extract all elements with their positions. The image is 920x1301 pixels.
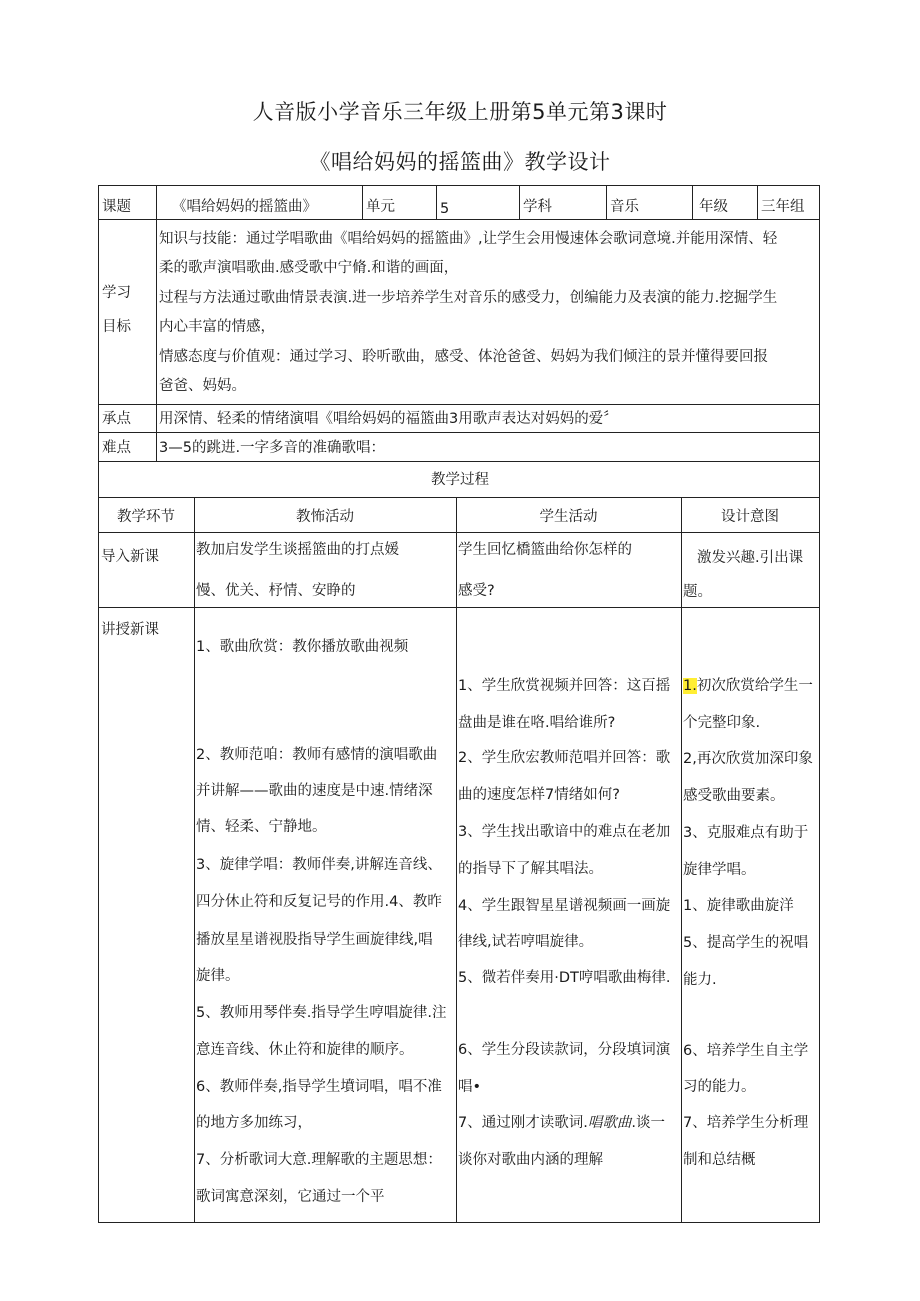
process-title: 教学过程 — [431, 472, 489, 488]
intro-student-line: 感受? — [458, 583, 495, 599]
header-teacher: 教怖活动 — [296, 509, 354, 525]
teacher-activity-line: 并讲解——歌曲的速度是中速.情绪深 — [196, 783, 433, 799]
table-rule — [436, 185, 437, 219]
student-activity-line: 的指导下了解其唱法。 — [458, 861, 603, 877]
student-activity-italic: 唱歌曲 — [587, 1115, 632, 1131]
table-rule — [98, 219, 820, 220]
stage-intro: 导入新课 — [101, 549, 159, 565]
student-activity-segment: 7、通过刚才读歌词. — [458, 1115, 588, 1131]
intro-intent-line: 题。 — [683, 584, 712, 600]
intent-line: 1、旋律歌曲旋洋 — [683, 898, 794, 914]
intent-line: 能力. — [683, 972, 717, 988]
key-point-label: 承点 — [102, 411, 131, 427]
grade-label: 年级 — [699, 199, 728, 215]
intent-line: 旋律学唱。 — [683, 862, 756, 878]
table-rule — [692, 185, 693, 219]
goals-line: 内心丰富的情感， — [159, 319, 275, 335]
document-subtitle: 《唱给妈妈的摇篮曲》教学设计 — [309, 150, 611, 174]
header-intent: 设计意图 — [721, 509, 779, 525]
grade-value: 三年组 — [761, 199, 805, 215]
intent-line — [683, 676, 813, 696]
goals-line: 过程与方法通过歌曲情景表演.进一步培养学生对音乐的感受力，创编能力及表演的能力.挖掘学生 — [159, 290, 778, 306]
table-rule — [98, 404, 820, 405]
student-activity-line: 律线,试若哼唱旋律。 — [458, 934, 594, 950]
table-rule — [519, 185, 520, 219]
subject-label: 学科 — [523, 199, 552, 215]
teacher-activity-line: 5、教师用琴伴奏.指导学生哼唱旋律.注 — [196, 1005, 447, 1021]
intent-line: 习的能力。 — [683, 1079, 756, 1095]
table-rule — [681, 497, 682, 1223]
teacher-activity-line: 意连音线、休止符和旋律的顺序。 — [196, 1042, 414, 1058]
goals-label: 学习 — [102, 285, 131, 301]
table-border-right — [819, 185, 820, 1223]
intent-line: 3、克服难点有助于 — [683, 825, 809, 841]
student-activity-line — [458, 1113, 665, 1133]
teacher-activity-line: 的地方多加练习， — [196, 1115, 312, 1131]
subject-value: 音乐 — [610, 199, 639, 215]
key-point-text: 用深情、轻柔的情绪演唱《唱给妈妈的福篮曲3用歌声表达对妈妈的爱〞 — [159, 411, 618, 427]
teacher-activity-line: 四分休止符和反复记号的作用.4、教昨 — [196, 894, 442, 910]
intro-teacher-line: 教加启发学生谈摇篮曲的打点媛 — [196, 542, 399, 558]
header-stage: 教学环节 — [117, 509, 175, 525]
student-activity-line: 唱• — [458, 1079, 482, 1095]
table-rule — [98, 461, 820, 462]
intro-student-line: 学生回忆橋篮曲给你怎样的 — [458, 542, 632, 558]
intent-line: 感受歌曲要素。 — [683, 788, 785, 804]
intent-line: 制和总结概 — [683, 1152, 756, 1168]
table-rule — [98, 607, 820, 608]
intro-intent-line: 激发兴趣.引出课 — [697, 550, 804, 566]
difficulty-text: 3—5的跳进.一字多音的准确歌唱： — [159, 440, 386, 456]
table-rule — [606, 185, 607, 219]
highlighted-number: 1. — [683, 678, 697, 694]
teacher-activity-line: 歌词寓意深刻，它通过一个平 — [196, 1189, 385, 1205]
teacher-activity-line: 2、教师范咱：教师有感情的演唱歌曲 — [196, 747, 438, 763]
table-rule — [194, 497, 195, 1223]
unit-value: 5 — [440, 201, 450, 217]
goals-line: 柔的歌声演唱歌曲.感受歌中宁脩.和谐的画面， — [159, 260, 459, 276]
goals-line: 知识与技能：通过学唱歌曲《唱给妈妈的摇篮曲》,让学生会用慢速体会歌词意境.并能用深情、轻 — [159, 231, 778, 247]
intent-line: 5、提高学生的祝唱 — [683, 935, 809, 951]
table-rule — [98, 497, 820, 498]
teacher-activity-line: 6、教师伴奏,指导学生墳词唱，唱不准 — [196, 1079, 442, 1095]
intent-line: 6、培养学生自主学 — [683, 1043, 809, 1059]
stage-lesson: 讲授新课 — [101, 622, 159, 638]
course-label: 课题 — [102, 199, 131, 215]
table-rule — [156, 185, 157, 462]
header-student: 学生活动 — [539, 509, 598, 525]
table-border-top — [98, 185, 820, 186]
table-border-left — [98, 185, 99, 1223]
difficulty-label: 难点 — [102, 440, 131, 456]
goals-line: 情感态度与价值观：通过学习、聆听歌曲，感受、体沧爸爸、妈妈为我们倾注的景并懂得要回报 — [159, 349, 768, 365]
student-activity-line: 1、学生欣赏视频并回答：这百摇 — [458, 678, 671, 694]
student-activity-line: 5、微若伴奏用·DT哼唱歌曲梅律. — [458, 970, 671, 986]
course-value: 《唱给妈妈的摇篮曲》 — [172, 199, 317, 215]
teacher-activity-line: 1、歌曲欣赏：教你播放歌曲视频 — [196, 639, 409, 655]
student-activity-line: 3、学生找出歌谙中的难点在老加 — [458, 824, 671, 840]
student-activity-line: 曲的速度怎样7情绪如何? — [458, 787, 620, 803]
table-border-bottom — [98, 1222, 820, 1223]
teacher-activity-line: 播放星星谱视股指导学生画旋律线,唱 — [196, 932, 433, 948]
intent-segment: 初次欣赏给学生一 — [696, 678, 813, 694]
document-title: 人音版小学音乐三年级上册第5单元第3课时 — [252, 100, 668, 124]
unit-label: 单元 — [366, 199, 395, 215]
intent-line: 7、培养学生分析理 — [683, 1115, 809, 1131]
table-rule — [456, 497, 457, 1223]
student-activity-line: 4、学生跟智星星谱视频画一画旋 — [458, 898, 671, 914]
table-rule — [757, 185, 758, 219]
intent-line: 个完整印象. — [683, 715, 761, 731]
goals-line: 爸爸、妈妈。 — [159, 378, 246, 394]
teacher-activity-line: 情、轻柔、宁静地。 — [196, 819, 327, 835]
table-rule — [98, 432, 820, 433]
teacher-activity-line: 3、旋律学唱：教师伴奏,讲解连音线、 — [196, 857, 442, 873]
student-activity-segment: .谈一 — [631, 1115, 665, 1131]
student-activity-line: 6、学生分段读款词，分段填词演 — [458, 1042, 671, 1058]
teacher-activity-line: 旋律。 — [196, 968, 240, 984]
teacher-activity-line: 7、分析歌词大意.理解歌的主题思想： — [196, 1152, 442, 1168]
goals-label: 目标 — [102, 319, 131, 335]
intro-teacher-line: 慢、优关、杼情、安睁的 — [196, 583, 356, 599]
table-rule — [362, 185, 363, 219]
table-rule — [98, 532, 820, 533]
intent-line: 2,再次欣赏加深印象 — [683, 751, 813, 767]
student-activity-line: 谈你对歌曲内涵的理解 — [458, 1152, 603, 1168]
student-activity-line: 2、学生欣宏教师范唱并回答：歌 — [458, 750, 671, 766]
student-activity-line: 盘曲是谁在咯.唱给谁所? — [458, 715, 616, 731]
